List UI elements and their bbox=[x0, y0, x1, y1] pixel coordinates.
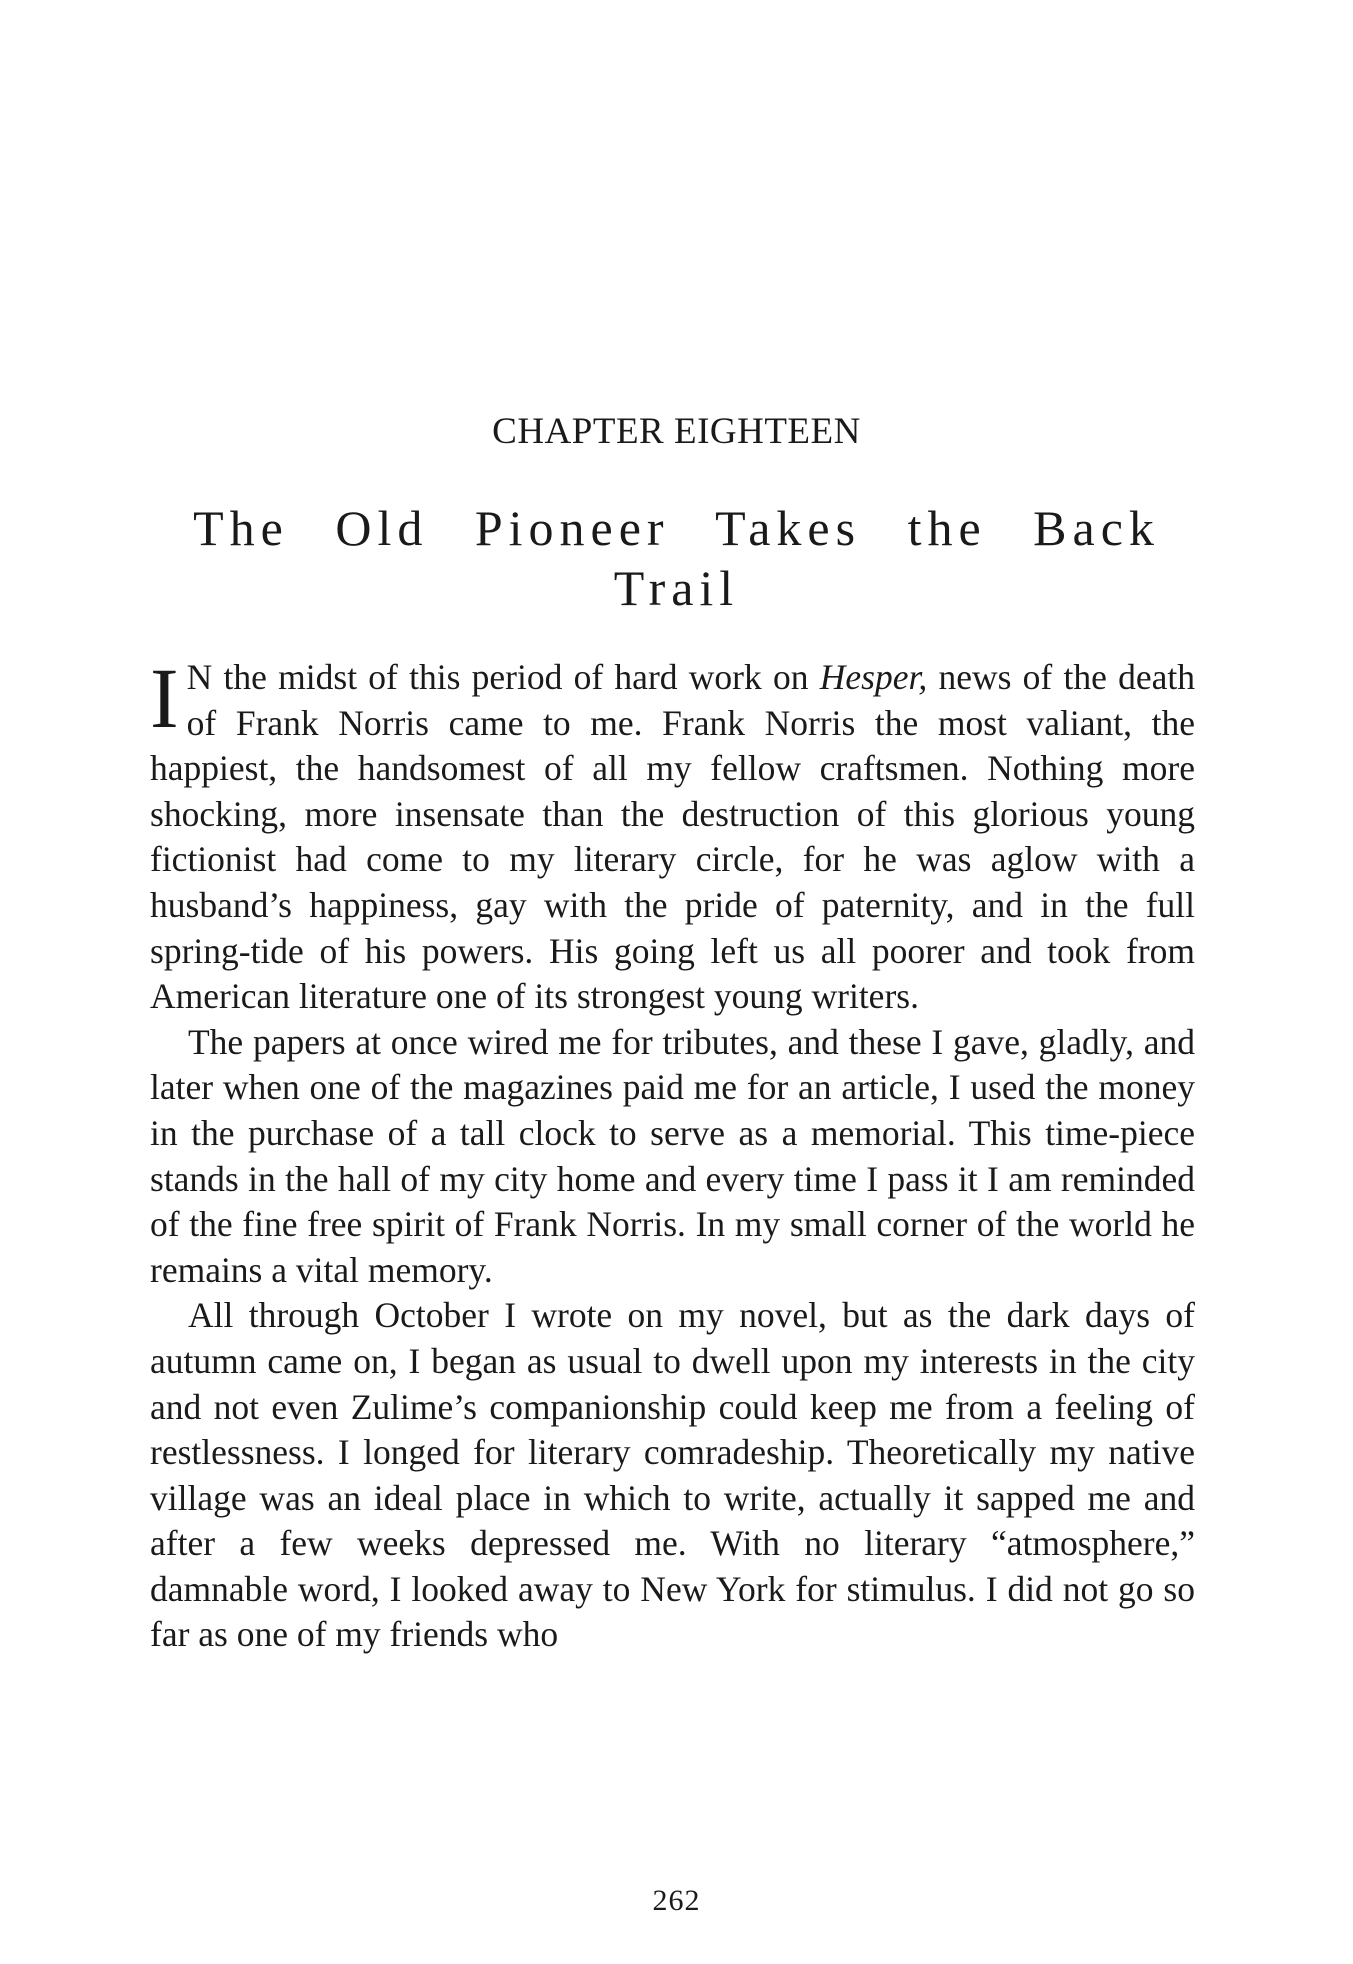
paragraph-3: All through October I wrote on my novel, but as the dark days of autumn came on, I began as usual to dwell upon my interests in the city and not even Zulime’s companionship could keep me from a feeling of restlessness. I longed for literary comradeship. Theoretically my native village was an ideal place in which to write, actually it sapped me and after a few weeks depressed me. With no literary “atmosphere,” damnable word, I looked away to New York for stimulus. I did not go so far as one of my friends who bbox=[150, 1295, 1195, 1655]
chapter-title: The Old Pioneer Takes the Back Trail bbox=[193, 500, 1160, 616]
book-title-hesper: Hesper, bbox=[819, 657, 928, 697]
drop-cap: I bbox=[150, 650, 179, 746]
paragraph-1 bbox=[150, 650, 1195, 1020]
paragraph-1-lead: N the midst of this period of hard work on bbox=[186, 657, 820, 697]
paragraph-1-rest: news of the death of Frank Norris came to me. Frank Norris the most valiant, the happiest, the handsomest of all my fellow craftsmen. Nothing more shocking, more insensate than the destruction of this glorious young fictionist had come to my literary circle, for he was aglow with a husband’s happiness, gay with the pride of paternity, and in the full spring-tide of his powers. His going left us all poorer and took from American literature one of its strongest young writers. bbox=[150, 657, 1195, 1017]
page-number: 262 bbox=[652, 1884, 701, 1917]
paragraph-2: The papers at once wired me for tributes, and these I gave, gladly, and later when one of the magazines paid me for an article, I used the money in the purchase of a tall clock to serve as a memorial. This time-piece stands in the hall of my city home and every time I pass it I am reminded of the fine free spirit of Frank Norris. In my small corner of the world he remains a vital memory. bbox=[150, 1021, 1195, 1290]
body-text bbox=[150, 650, 1195, 1658]
chapter-label: CHAPTER EIGHTEEN bbox=[492, 411, 861, 452]
